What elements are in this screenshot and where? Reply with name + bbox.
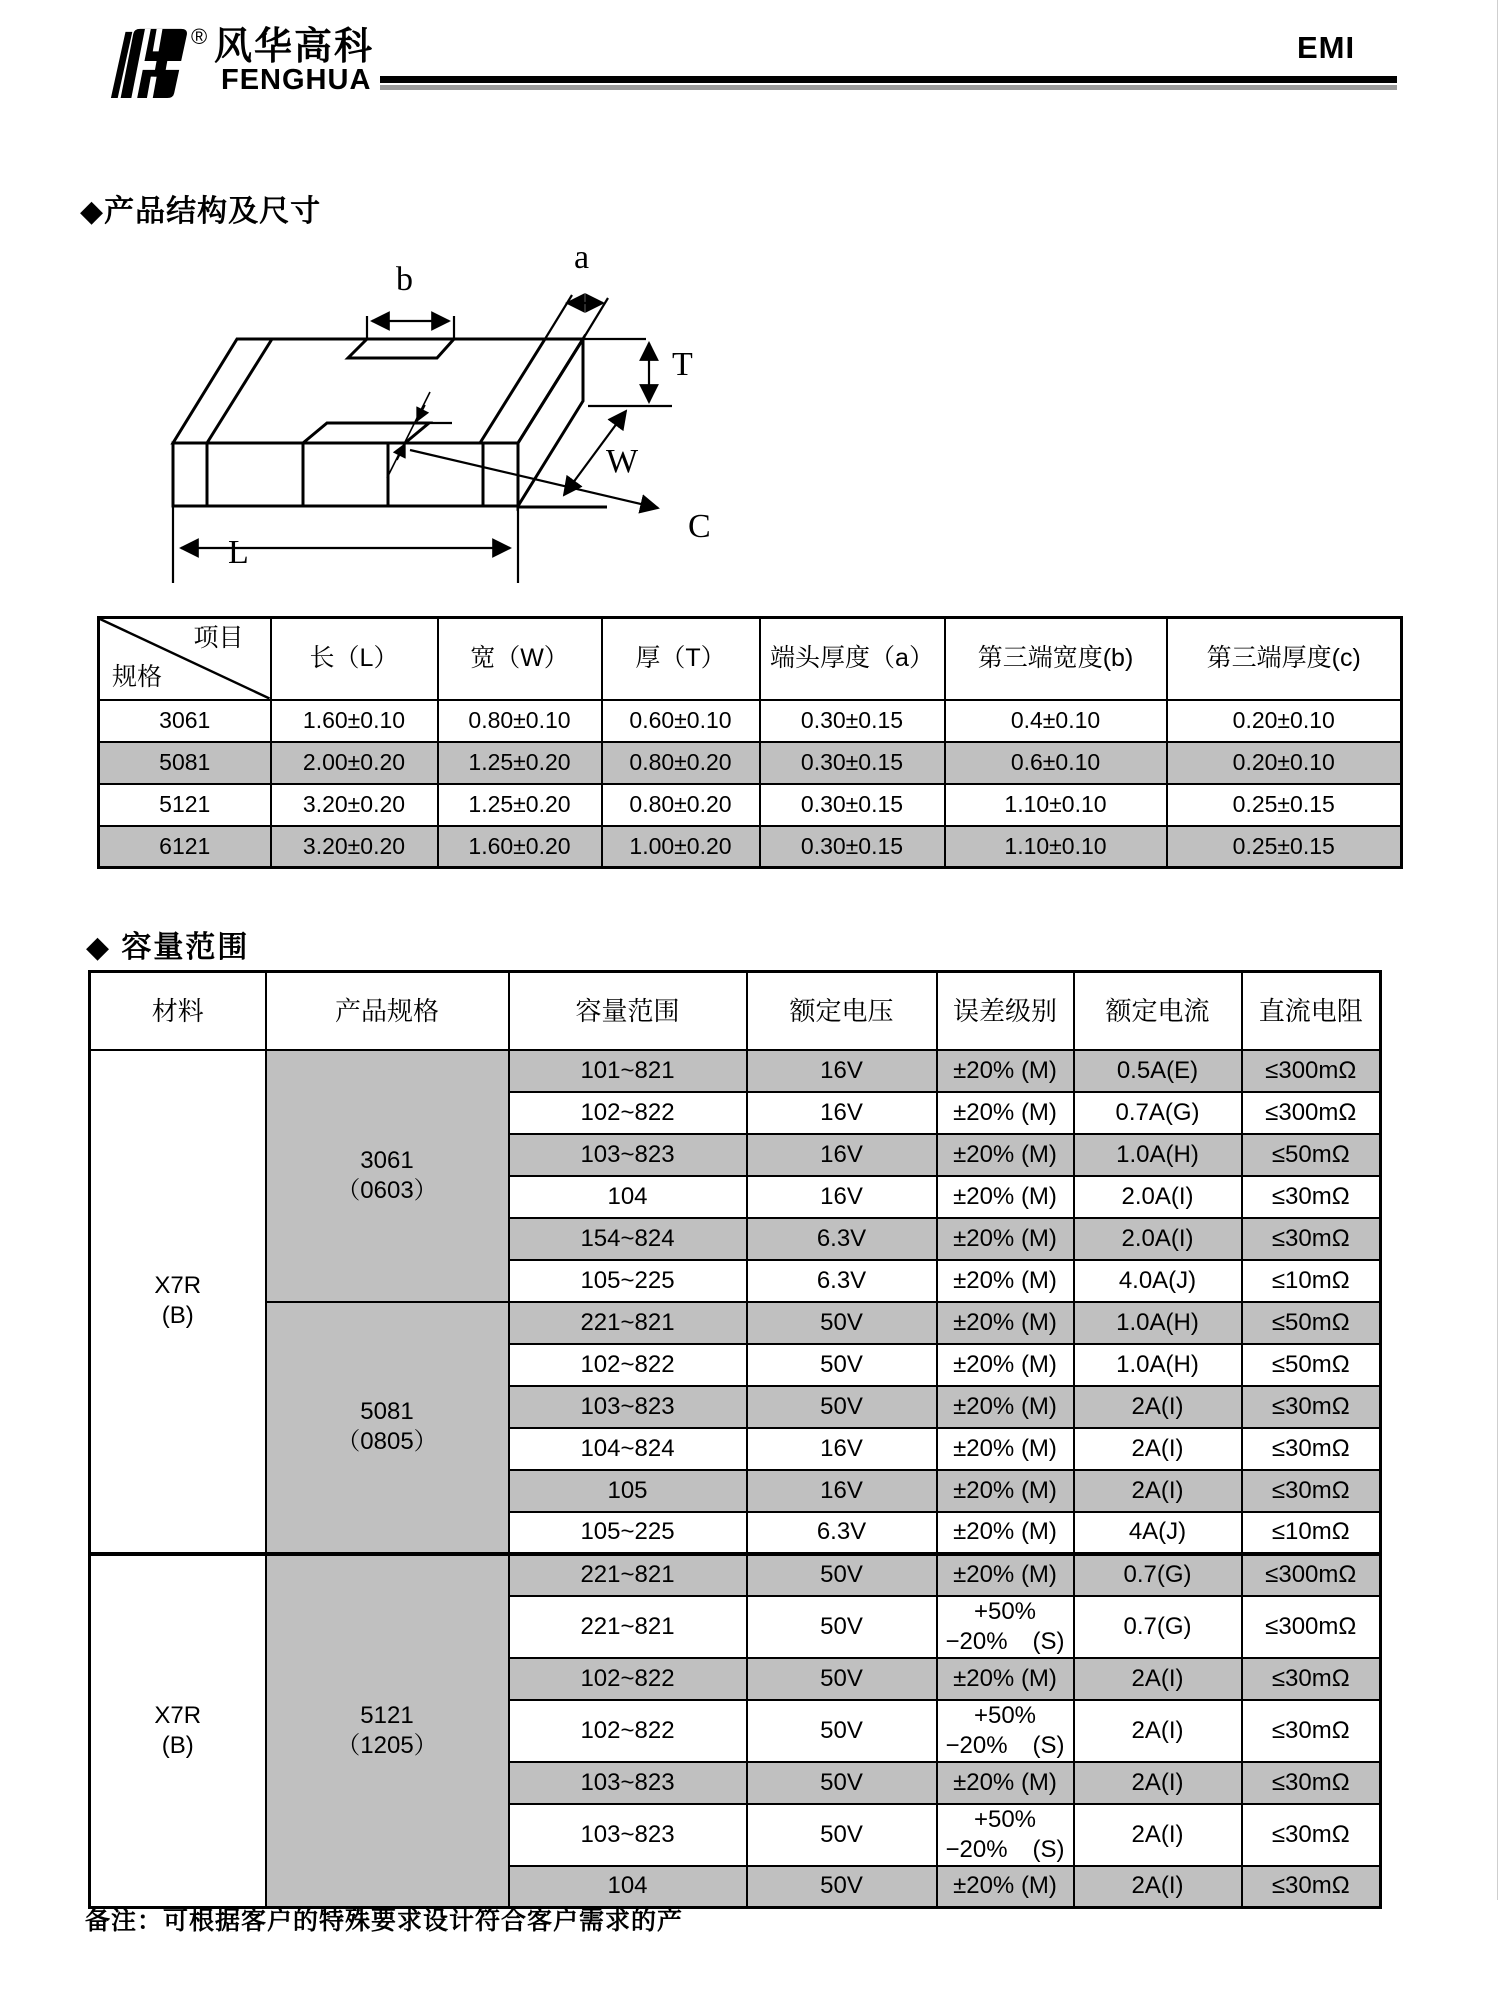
tolerance-cell: ±20% (M) xyxy=(937,1218,1074,1260)
tolerance-code: (S) xyxy=(1032,1835,1065,1863)
dim-label-w: W xyxy=(606,443,639,480)
dim-value-cell: 0.60±0.10 xyxy=(602,700,760,742)
dim-value-cell: 1.10±0.10 xyxy=(945,784,1167,826)
tolerance-cell: ±20% (M) xyxy=(937,1470,1074,1512)
rated-current-cell: 2A(I) xyxy=(1074,1386,1242,1428)
rated-current-cell: 0.7(G) xyxy=(1074,1596,1242,1658)
rated-current-cell: 4.0A(J) xyxy=(1074,1260,1242,1302)
capacity-table xyxy=(88,970,1382,1909)
rated-voltage-cell: 50V xyxy=(747,1554,937,1596)
dim-value-cell: 0.20±0.10 xyxy=(1167,742,1402,784)
dim-value-cell: 1.25±0.20 xyxy=(438,784,602,826)
tolerance-line: +50% xyxy=(973,1597,1037,1625)
tolerance-value: −20% xyxy=(945,1835,1008,1863)
section-title-capacity: ◆ 容量范围 xyxy=(86,931,250,964)
rated-voltage-cell: 16V xyxy=(747,1176,937,1218)
dim-label-c: C xyxy=(688,508,711,545)
tolerance-line: +50% xyxy=(973,1805,1037,1833)
document-category-label: EMI xyxy=(1297,30,1356,65)
capacity-range-cell: 103~823 xyxy=(509,1386,747,1428)
cap-col-header: 容量范围 xyxy=(509,972,747,1050)
dc-resistance-cell: ≤300mΩ xyxy=(1242,1596,1381,1658)
capacity-range-cell: 221~821 xyxy=(509,1596,747,1658)
dim-label-a: a xyxy=(574,239,590,276)
dim-col-header: 第三端厚度(c) xyxy=(1167,618,1402,700)
dim-col-header: 第三端宽度(b) xyxy=(945,618,1167,700)
capacity-range-cell: 102~822 xyxy=(509,1092,747,1134)
tolerance-line: +50% xyxy=(973,1701,1037,1729)
spec-line: 5081 xyxy=(360,1398,414,1425)
spec-line: 5121 xyxy=(360,1701,414,1729)
capacity-range-cell: 105 xyxy=(509,1470,747,1512)
dim-value-cell: 0.25±0.15 xyxy=(1167,826,1402,868)
dim-value-cell: 3.20±0.20 xyxy=(271,826,438,868)
capacity-range-cell: 102~822 xyxy=(509,1658,747,1700)
tolerance-cell: ±20% (M) xyxy=(937,1512,1074,1554)
corner-header-cell xyxy=(99,618,271,700)
dc-resistance-cell: ≤10mΩ xyxy=(1242,1512,1381,1554)
tolerance-cell: ±20% (M) xyxy=(937,1260,1074,1302)
material-line: (B) xyxy=(161,1302,194,1329)
cap-col-header: 材料 xyxy=(90,972,266,1050)
rated-current-cell: 4A(J) xyxy=(1074,1512,1242,1554)
dim-col-header: 宽（W） xyxy=(438,618,602,700)
dim-value-cell: 0.80±0.20 xyxy=(602,784,760,826)
rated-voltage-cell: 6.3V xyxy=(747,1260,937,1302)
dim-label-b: b xyxy=(396,261,413,298)
dim-spec-cell: 5081 xyxy=(99,742,271,784)
rated-current-cell: 2A(I) xyxy=(1074,1762,1242,1804)
dim-value-cell: 0.30±0.15 xyxy=(760,700,945,742)
dc-resistance-cell: ≤30mΩ xyxy=(1242,1762,1381,1804)
rated-current-cell: 1.0A(H) xyxy=(1074,1302,1242,1344)
brand-name-cn: 风华高科 xyxy=(214,26,375,68)
corner-label-spec: 规格 xyxy=(112,663,163,692)
dimension-row xyxy=(99,784,1402,826)
rated-voltage-cell: 50V xyxy=(747,1804,937,1866)
rated-current-cell: 2A(I) xyxy=(1074,1658,1242,1700)
dim-value-cell: 1.60±0.10 xyxy=(271,700,438,742)
header-rule-black xyxy=(380,76,1397,83)
dim-col-header: 厚（T） xyxy=(602,618,760,700)
dim-value-cell: 0.4±0.10 xyxy=(945,700,1167,742)
dc-resistance-cell: ≤30mΩ xyxy=(1242,1866,1381,1908)
footer-note: 备注：可根据客户的特殊要求设计符合客户需求的产 xyxy=(85,1907,684,1935)
rated-voltage-cell: 50V xyxy=(747,1302,937,1344)
spec-line: （0603） xyxy=(336,1176,438,1204)
rated-current-cell: 2A(I) xyxy=(1074,1866,1242,1908)
tolerance-cell: ±20% (M) xyxy=(937,1762,1074,1804)
capacity-range-cell: 104 xyxy=(509,1866,747,1908)
dc-resistance-cell: ≤30mΩ xyxy=(1242,1700,1381,1762)
tolerance-cell: ±20% (M) xyxy=(937,1658,1074,1700)
capacity-row xyxy=(90,1302,1381,1344)
rated-current-cell: 0.5A(E) xyxy=(1074,1050,1242,1092)
rated-current-cell: 2.0A(I) xyxy=(1074,1218,1242,1260)
dim-spec-cell: 3061 xyxy=(99,700,271,742)
dc-resistance-cell: ≤50mΩ xyxy=(1242,1344,1381,1386)
product-spec-cell xyxy=(266,1050,509,1302)
dc-resistance-cell: ≤30mΩ xyxy=(1242,1470,1381,1512)
dim-value-cell: 1.00±0.20 xyxy=(602,826,760,868)
dc-resistance-cell: ≤300mΩ xyxy=(1242,1050,1381,1092)
tolerance-cell: ±20% (M) xyxy=(937,1134,1074,1176)
cap-col-header: 直流电阻 xyxy=(1242,972,1381,1050)
tolerance-cell: ±20% (M) xyxy=(937,1176,1074,1218)
dc-resistance-cell: ≤50mΩ xyxy=(1242,1302,1381,1344)
capacity-range-cell: 154~824 xyxy=(509,1218,747,1260)
dim-value-cell: 0.80±0.20 xyxy=(602,742,760,784)
dim-value-cell: 0.30±0.15 xyxy=(760,742,945,784)
dim-value-cell: 0.25±0.15 xyxy=(1167,784,1402,826)
material-line: X7R xyxy=(154,1701,202,1729)
dc-resistance-cell: ≤50mΩ xyxy=(1242,1134,1381,1176)
capacity-range-cell: 103~823 xyxy=(509,1804,747,1866)
product-spec-cell xyxy=(266,1302,509,1554)
dim-spec-cell: 6121 xyxy=(99,826,271,868)
corner-label-item: 项目 xyxy=(193,624,244,652)
tolerance-value: −20% xyxy=(945,1731,1008,1759)
cap-col-header: 额定电流 xyxy=(1074,972,1242,1050)
cap-col-header: 误差级别 xyxy=(937,972,1074,1050)
tolerance-cell xyxy=(937,1804,1074,1866)
capacity-row xyxy=(90,1554,1381,1596)
dimension-row xyxy=(99,700,1402,742)
dim-value-cell: 1.10±0.10 xyxy=(945,826,1167,868)
tolerance-cell: ±20% (M) xyxy=(937,1344,1074,1386)
capacity-range-cell: 103~823 xyxy=(509,1762,747,1804)
rated-voltage-cell: 6.3V xyxy=(747,1218,937,1260)
rated-current-cell: 2A(I) xyxy=(1074,1804,1242,1866)
rated-current-cell: 0.7A(G) xyxy=(1074,1092,1242,1134)
tolerance-code: (S) xyxy=(1032,1627,1065,1655)
brand-name-en: FENGHUA xyxy=(221,64,372,96)
dim-value-cell: 0.30±0.15 xyxy=(760,826,945,868)
tolerance-line xyxy=(938,1627,1073,1657)
capacity-range-cell: 101~821 xyxy=(509,1050,747,1092)
material-line: (B) xyxy=(161,1731,194,1759)
fenghua-logo-icon xyxy=(98,26,190,100)
cap-col-header: 额定电压 xyxy=(747,972,937,1050)
rated-current-cell: 2A(I) xyxy=(1074,1700,1242,1762)
material-line: X7R xyxy=(154,1272,202,1299)
dimension-row xyxy=(99,742,1402,784)
rated-voltage-cell: 50V xyxy=(747,1658,937,1700)
cap-col-header: 产品规格 xyxy=(266,972,509,1050)
dim-value-cell: 0.6±0.10 xyxy=(945,742,1167,784)
registered-trademark-icon: ® xyxy=(191,24,208,49)
dc-resistance-cell: ≤300mΩ xyxy=(1242,1554,1381,1596)
tolerance-cell xyxy=(937,1596,1074,1658)
capacity-range-cell: 221~821 xyxy=(509,1302,747,1344)
product-spec-cell xyxy=(266,1554,509,1908)
rated-current-cell: 0.7(G) xyxy=(1074,1554,1242,1596)
tolerance-value: −20% xyxy=(945,1627,1008,1655)
rated-voltage-cell: 50V xyxy=(747,1596,937,1658)
dim-col-header: 端头厚度（a） xyxy=(760,618,945,700)
rated-voltage-cell: 50V xyxy=(747,1762,937,1804)
tolerance-cell: ±20% (M) xyxy=(937,1302,1074,1344)
rated-voltage-cell: 16V xyxy=(747,1092,937,1134)
rated-voltage-cell: 50V xyxy=(747,1700,937,1762)
capacity-range-cell: 221~821 xyxy=(509,1554,747,1596)
dim-col-header: 长（L） xyxy=(271,618,438,700)
spec-line: （0805） xyxy=(336,1428,438,1455)
dim-label-t: T xyxy=(672,346,693,383)
tolerance-cell: ±20% (M) xyxy=(937,1386,1074,1428)
rated-current-cell: 1.0A(H) xyxy=(1074,1344,1242,1386)
dim-value-cell: 3.20±0.20 xyxy=(271,784,438,826)
dim-label-l: L xyxy=(228,534,249,571)
rated-voltage-cell: 50V xyxy=(747,1344,937,1386)
material-cell xyxy=(90,1050,266,1554)
dim-value-cell: 0.80±0.10 xyxy=(438,700,602,742)
capacity-range-cell: 104 xyxy=(509,1176,747,1218)
tolerance-cell: ±20% (M) xyxy=(937,1428,1074,1470)
dim-value-cell: 0.20±0.10 xyxy=(1167,700,1402,742)
dc-resistance-cell: ≤300mΩ xyxy=(1242,1092,1381,1134)
dimension-table xyxy=(97,616,1403,869)
rated-current-cell: 2.0A(I) xyxy=(1074,1176,1242,1218)
rated-current-cell: 2A(I) xyxy=(1074,1470,1242,1512)
capacity-range-cell: 103~823 xyxy=(509,1134,747,1176)
tolerance-cell: ±20% (M) xyxy=(937,1554,1074,1596)
capacity-range-cell: 105~225 xyxy=(509,1512,747,1554)
tolerance-cell xyxy=(937,1700,1074,1762)
spec-line: （1205） xyxy=(336,1731,438,1759)
dimension-header-row xyxy=(99,618,1402,700)
tolerance-line xyxy=(938,1835,1073,1865)
rated-voltage-cell: 50V xyxy=(747,1866,937,1908)
tolerance-cell: ±20% (M) xyxy=(937,1866,1074,1908)
section-title-structure: ◆产品结构及尺寸 xyxy=(80,195,322,228)
capacity-range-cell: 102~822 xyxy=(509,1344,747,1386)
dim-value-cell: 2.00±0.20 xyxy=(271,742,438,784)
dc-resistance-cell: ≤30mΩ xyxy=(1242,1658,1381,1700)
dc-resistance-cell: ≤10mΩ xyxy=(1242,1260,1381,1302)
dc-resistance-cell: ≤30mΩ xyxy=(1242,1386,1381,1428)
dc-resistance-cell: ≤30mΩ xyxy=(1242,1428,1381,1470)
tolerance-cell: ±20% (M) xyxy=(937,1050,1074,1092)
dc-resistance-cell: ≤30mΩ xyxy=(1242,1218,1381,1260)
rated-voltage-cell: 16V xyxy=(747,1050,937,1092)
dim-spec-cell: 5121 xyxy=(99,784,271,826)
capacity-range-cell: 104~824 xyxy=(509,1428,747,1470)
capacity-row xyxy=(90,1050,1381,1092)
rated-voltage-cell: 16V xyxy=(747,1428,937,1470)
rated-voltage-cell: 50V xyxy=(747,1386,937,1428)
capacity-range-cell: 105~225 xyxy=(509,1260,747,1302)
dimension-row xyxy=(99,826,1402,868)
tolerance-cell: ±20% (M) xyxy=(937,1092,1074,1134)
product-structure-diagram xyxy=(100,235,750,595)
scan-edge-artifact xyxy=(1497,0,1498,1900)
tolerance-line xyxy=(938,1731,1073,1761)
dc-resistance-cell: ≤30mΩ xyxy=(1242,1804,1381,1866)
rated-current-cell: 2A(I) xyxy=(1074,1428,1242,1470)
spec-line: 3061 xyxy=(360,1146,414,1174)
material-cell xyxy=(90,1554,266,1908)
rated-voltage-cell: 6.3V xyxy=(747,1512,937,1554)
tolerance-code: (S) xyxy=(1032,1731,1065,1759)
capacity-header-row xyxy=(90,972,1381,1050)
dim-value-cell: 0.30±0.15 xyxy=(760,784,945,826)
rated-voltage-cell: 16V xyxy=(747,1134,937,1176)
header-rule-gray xyxy=(380,85,1397,90)
dim-value-cell: 1.25±0.20 xyxy=(438,742,602,784)
rated-current-cell: 1.0A(H) xyxy=(1074,1134,1242,1176)
dc-resistance-cell: ≤30mΩ xyxy=(1242,1176,1381,1218)
dim-value-cell: 1.60±0.20 xyxy=(438,826,602,868)
rated-voltage-cell: 16V xyxy=(747,1470,937,1512)
capacity-range-cell: 102~822 xyxy=(509,1700,747,1762)
